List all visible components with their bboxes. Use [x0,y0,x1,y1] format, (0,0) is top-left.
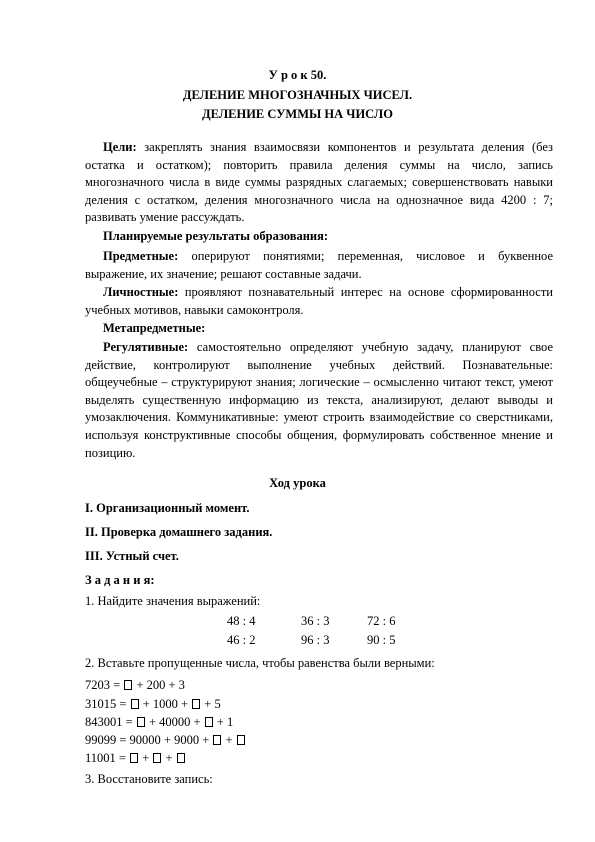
personal-text: проявляют познавательный интерес на основе сформированности учебных мотивов, навыки самоконтроля. [85,285,553,317]
equation: 99099 = 90000 + 9000 + + [85,733,246,748]
personal-paragraph [85,284,553,319]
expression: 90 : 5 [367,633,396,647]
regulatory-paragraph [85,339,553,462]
regulatory-text: самостоятельно определяют учебную задачу, планируют свое действие, контролируют выполнение учебных действий. Познавательные: общеучебные – структурируют знания; логические – осмысленно читают текст, умеют выделять существенную информацию из текста, анализируют, делают выводы и умозаключения. Коммуникативные: умеют строить взаимодействие со сверстниками, используя конструктивные способы общения, формулировать собственное мнение и позицию. [85,340,553,460]
blank-box[interactable] [213,735,221,745]
equation: 11001 = + + [85,751,186,766]
blank-box[interactable] [192,699,200,709]
blank-box[interactable] [124,680,132,690]
course-heading: Ход урока [269,476,326,490]
expression: 46 : 2 [227,633,256,647]
expression: 96 : 3 [301,633,330,647]
section-organizational: I. Организационный момент. [85,501,250,515]
goals-text: закреплять знания взаимосвязи компонентов и результата деления (без остатка и остатком); повторить правила деления суммы на число, запись многозначного числа в виде суммы разрядных слагаемых; совершенствовать навыки деления с остатком, деления многозначного числа на однозначное вида 4200 : 7; развивать умение рассуждать. [85,140,553,225]
personal-label: Личностные: [103,285,179,299]
title-line-1: ДЕЛЕНИЕ МНОГОЗНАЧНЫХ ЧИСЕЛ. [182,88,413,102]
expression: 72 : 6 [367,614,396,628]
section-oral-count: III. Устный счет. [85,549,179,563]
expression: 48 : 4 [227,614,256,628]
blank-box[interactable] [137,717,145,727]
tasks-label: З а д а н и я: [85,573,155,587]
task-2: 2. Вставьте пропущенные числа, чтобы равенства были верными: [85,656,435,670]
subject-label: Предметные: [103,249,179,263]
blank-box[interactable] [130,753,138,763]
goals-paragraph [85,139,553,227]
regulatory-label: Регулятивные: [103,340,189,354]
lesson-number: У р о к 50. [268,68,327,82]
blank-box[interactable] [131,699,139,709]
title-line-2: ДЕЛЕНИЕ СУММЫ НА ЧИСЛО [202,107,393,121]
blank-box[interactable] [237,735,245,745]
task-3: 3. Восстановите запись: [85,772,213,786]
subject-paragraph [85,248,553,283]
section-homework-check: II. Проверка домашнего задания. [85,525,273,539]
planned-results-heading: Планируемые результаты образования: [103,229,329,243]
expression: 36 : 3 [301,614,330,628]
goals-label: Цели: [103,140,137,154]
equation: 843001 = + 40000 + + 1 [85,715,234,729]
blank-box[interactable] [177,753,185,763]
meta-heading: Метапредметные: [103,321,206,335]
task-1: 1. Найдите значения выражений: [85,594,261,608]
blank-box[interactable] [153,753,161,763]
equation: 7203 = + 200 + 3 [85,678,185,692]
subject-text: оперируют понятиями; переменная, числовое и буквенное выражение, их значение; решают составные задачи. [85,249,553,281]
equation: 31015 = + 1000 + + 5 [85,697,221,711]
blank-box[interactable] [205,717,213,727]
